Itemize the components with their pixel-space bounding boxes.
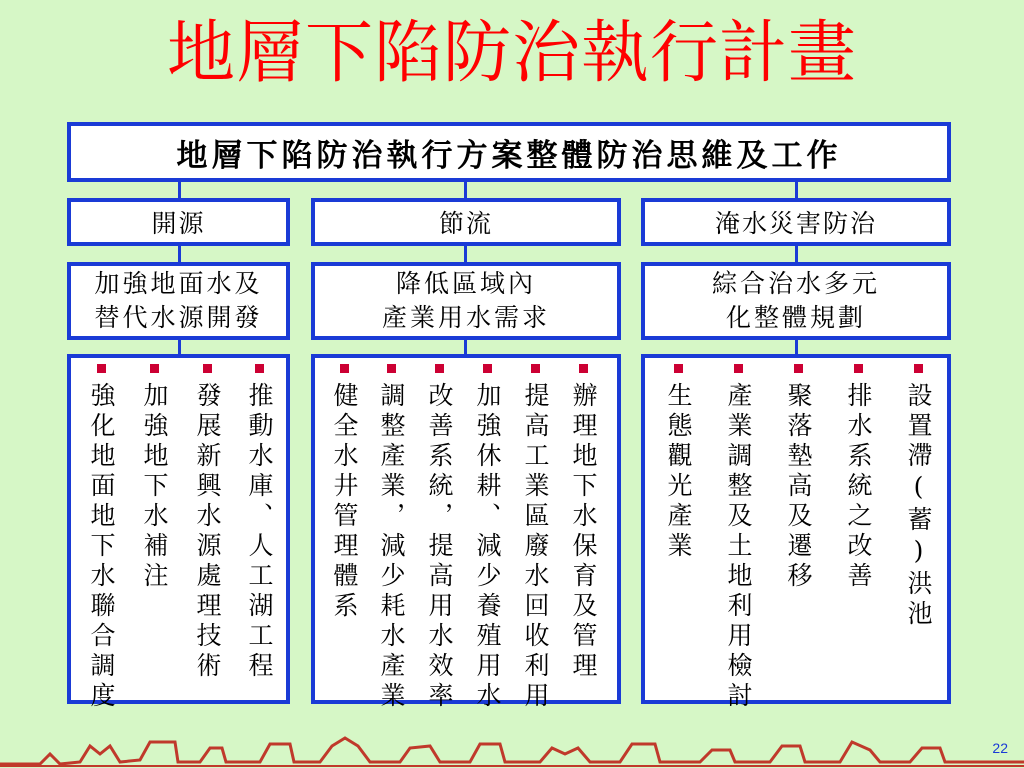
goal-line: 替代水源開發 <box>94 303 263 332</box>
item-column <box>719 364 757 712</box>
item-text: 強化地面地下水聯合調度 <box>87 382 116 712</box>
item-text: 調整產業，減少耗水產業 <box>377 382 406 712</box>
item-text: 改善系統，提高用水效率 <box>425 382 454 712</box>
connector <box>178 182 181 198</box>
page-number: 22 <box>992 740 1008 756</box>
connector <box>178 246 181 262</box>
item-column <box>516 364 554 712</box>
item-text: 排水系統之改善 <box>844 382 873 592</box>
bullet-icon <box>340 364 349 373</box>
items-panel-flood <box>641 354 951 712</box>
item-column <box>420 364 458 712</box>
goal-line: 加強地面水及 <box>94 269 263 298</box>
item-column <box>839 364 877 592</box>
slide-title: 地層下陷防治執行計畫 <box>166 14 857 93</box>
bullet-icon <box>483 364 492 373</box>
bullet-icon <box>734 364 743 373</box>
skyline-decoration <box>0 724 1024 768</box>
goal-line: 降低區域內 <box>395 269 536 298</box>
connector <box>795 246 798 262</box>
goal-line: 綜合治水多元 <box>711 269 880 298</box>
item-column <box>325 364 363 622</box>
goal-line: 產業用水需求 <box>381 303 550 332</box>
bullet-icon <box>150 364 159 373</box>
item-column <box>468 364 506 712</box>
bullet-icon <box>674 364 683 373</box>
item-column <box>372 364 410 712</box>
bullet-icon <box>794 364 803 373</box>
bullet-icon <box>435 364 444 373</box>
item-column <box>659 364 697 562</box>
connector <box>178 340 181 354</box>
bullet-icon <box>579 364 588 373</box>
item-text: 加強地下水補注 <box>140 382 169 592</box>
item-text: 聚落墊高及遷移 <box>784 382 813 592</box>
item-text: 設置滯(蓄)洪池 <box>904 382 933 630</box>
item-text: 發展新興水源處理技術 <box>193 382 222 682</box>
category-box-jieliu: 節流 <box>311 198 621 246</box>
item-text: 推動水庫、人工湖工程 <box>245 382 274 682</box>
item-text: 健全水井管理體系 <box>330 382 359 622</box>
main-box: 地層下陷防治執行方案整體防治思維及工作 <box>67 122 951 182</box>
item-column <box>779 364 817 592</box>
item-column <box>899 364 937 630</box>
goal-box-flood <box>641 262 951 340</box>
bullet-icon <box>387 364 396 373</box>
goal-box-kaiyuan <box>67 262 290 340</box>
items-panel-jieliu <box>311 354 621 712</box>
category-box-kaiyuan: 開源 <box>67 198 290 246</box>
connector <box>795 182 798 198</box>
connector <box>464 182 467 198</box>
connector <box>795 340 798 354</box>
item-text: 辦理地下水保育及管理 <box>569 382 598 682</box>
bullet-icon <box>531 364 540 373</box>
category-box-flood: 淹水災害防治 <box>641 198 951 246</box>
bullet-icon <box>203 364 212 373</box>
connector <box>464 246 467 262</box>
item-column <box>564 364 602 682</box>
item-text: 提高工業區廢水回收利用 <box>521 382 550 712</box>
item-column <box>82 364 120 712</box>
item-text: 生態觀光產業 <box>664 382 693 562</box>
bullet-icon <box>255 364 264 373</box>
item-column <box>135 364 173 592</box>
item-column <box>188 364 226 682</box>
connector <box>464 340 467 354</box>
item-text: 產業調整及土地利用檢討 <box>724 382 753 712</box>
goal-line: 化整體規劃 <box>725 303 866 332</box>
bullet-icon <box>854 364 863 373</box>
items-panel-kaiyuan <box>67 354 290 712</box>
bullet-icon <box>97 364 106 373</box>
bullet-icon <box>914 364 923 373</box>
goal-box-jieliu <box>311 262 621 340</box>
item-column <box>240 364 278 682</box>
item-text: 加強休耕、減少養殖用水 <box>473 382 502 712</box>
